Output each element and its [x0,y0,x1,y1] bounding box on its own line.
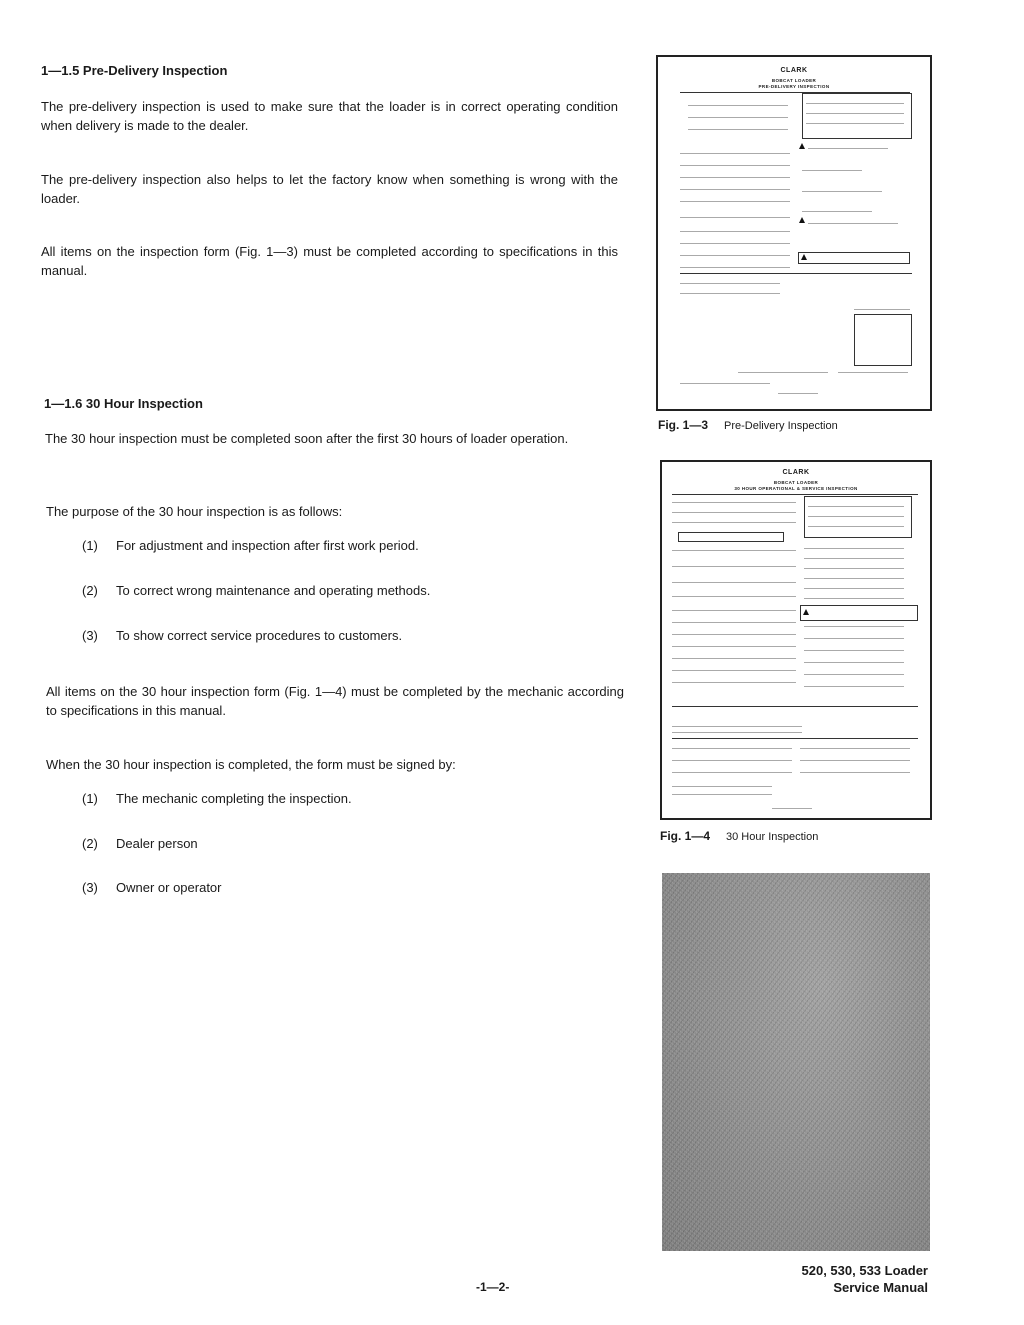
form-title: BOBCAT LOADER [771,78,817,83]
list-item-text: Owner or operator [116,880,222,895]
paragraph: The pre-delivery inspection also helps to let the factory know when something is wrong with the loader. [41,172,618,206]
section-heading-pre-delivery: 1—1.5 Pre-Delivery Inspection [41,63,228,78]
halftone-photo [662,873,930,1251]
figure-pre-delivery-form [656,55,932,411]
list-item-number: (3) [82,628,98,643]
list-item-text: The mechanic completing the inspection. [116,791,352,806]
paragraph: All items on the inspection form (Fig. 1—3) must be completed according to specifications in this manual. [41,244,618,278]
figure-caption-text: Pre-Delivery Inspection [724,420,838,432]
manual-title-line: 520, 530, 533 Loader [801,1263,928,1278]
list-item-number: (2) [82,583,98,598]
list-item-text: To correct wrong maintenance and operating methods. [116,583,431,598]
form-brand: CLARK [780,67,808,74]
list-item [82,628,402,643]
list-item-text: Dealer person [116,836,198,851]
list-item-text: To show correct service procedures to customers. [116,628,403,643]
figure-number: Fig. 1—4 [660,829,711,843]
figure-caption [658,418,838,432]
form-brand: CLARK [782,469,810,476]
list-item-number: (1) [82,538,98,553]
form-title: BOBCAT LOADER [773,480,819,485]
list-item [82,538,419,553]
page-number: -1—2- [476,1280,510,1294]
manual-title-line: Service Manual [833,1280,928,1295]
list-item [82,880,222,895]
paragraph: When the 30 hour inspection is completed, the form must be signed by: [46,757,456,772]
list-item-number: (1) [82,791,98,806]
figure-number: Fig. 1—3 [658,418,709,432]
paragraph: The pre-delivery inspection is used to make sure that the loader is in correct operating condition when delivery is made to the dealer. [41,99,618,133]
list-item-number: (2) [82,836,98,851]
manual-title [802,1262,928,1296]
paragraph: All items on the 30 hour inspection form (Fig. 1—4) must be completed by the mechanic according to specifications in this manual. [46,684,624,718]
section-heading-30-hour: 1—1.6 30 Hour Inspection [44,396,203,411]
list-item-text: For adjustment and inspection after first work period. [116,538,419,553]
list-item [82,836,198,851]
form-title: PRE-DELIVERY INSPECTION [758,84,830,89]
figure-caption [660,829,818,843]
figure-caption-text: 30 Hour Inspection [726,831,819,843]
form-title: 30 HOUR OPERATIONAL & SERVICE INSPECTION [734,486,858,491]
paragraph: The purpose of the 30 hour inspection is as follows: [46,504,343,519]
list-item [82,791,352,806]
list-item [82,583,430,598]
paragraph: The 30 hour inspection must be completed soon after the first 30 hours of loader operation. [45,431,569,446]
figure-30-hour-form [660,460,932,820]
list-item-number: (3) [82,880,98,895]
